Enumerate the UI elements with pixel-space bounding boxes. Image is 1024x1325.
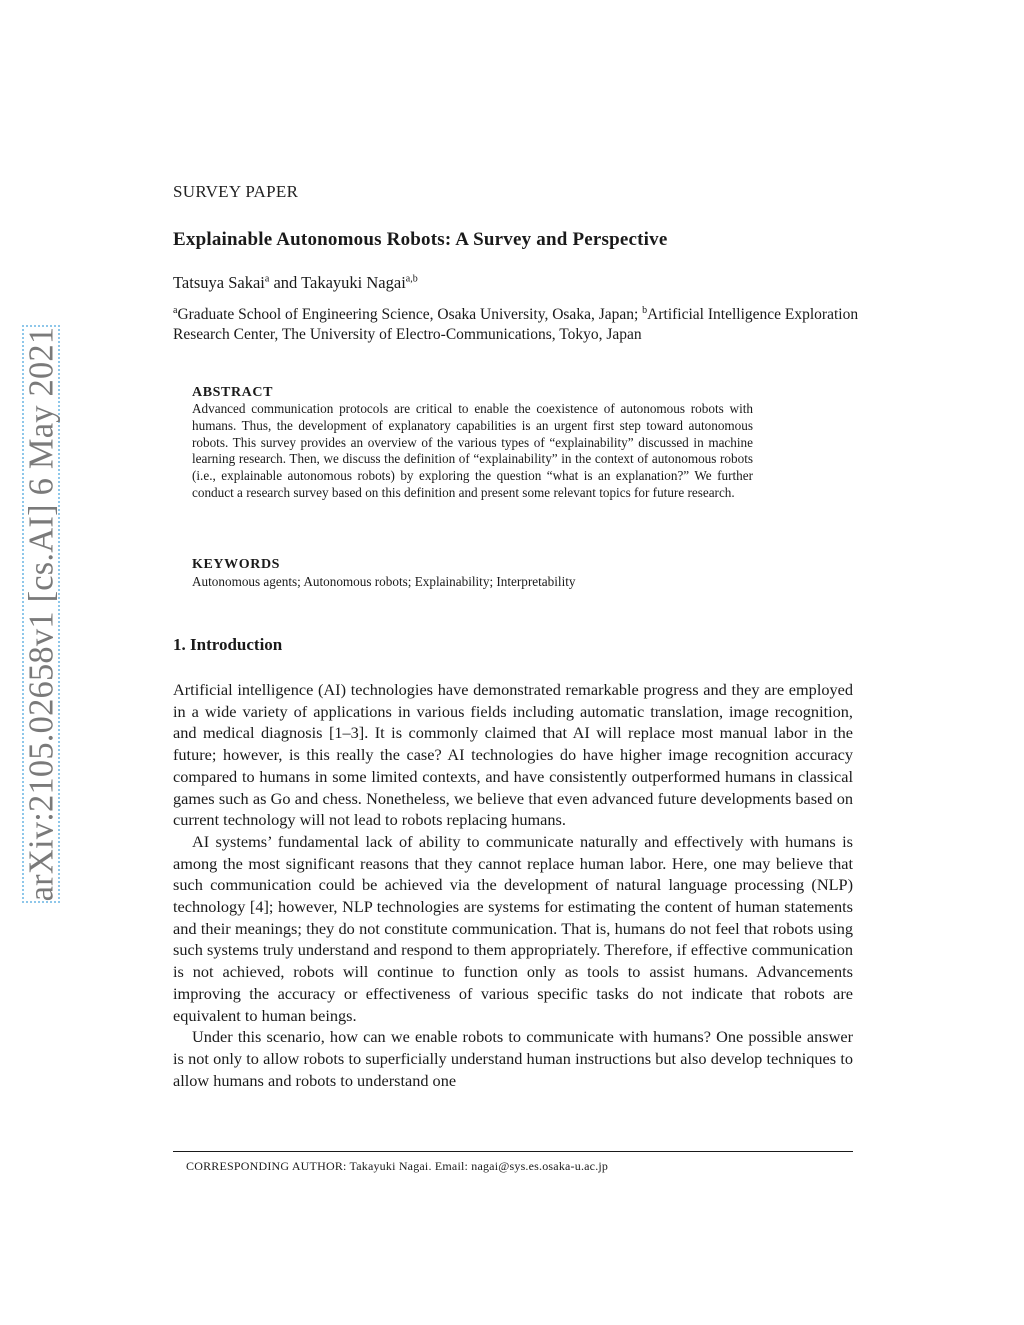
- author-list: [173, 273, 418, 293]
- affiliation-text: Artificial Intelligence Exploration Research Center, The University of Electro-Communications, Tokyo, Japan: [173, 306, 859, 343]
- corresponding-author-footnote: CORRESPONDING AUTHOR: Takayuki Nagai. Email: nagai@sys.es.osaka-u.ac.jp: [186, 1159, 609, 1173]
- footnote-divider: [173, 1151, 853, 1152]
- body-paragraph: Under this scenario, how can we enable robots to communicate with humans? One possible answer is not only to allow robots to superficially understand human instructions but also develop techniques to allow humans and robots to understand one: [173, 1027, 853, 1090]
- affiliation-text: Graduate School of Engineering Science, Osaka University, Osaka, Japan;: [177, 306, 643, 323]
- section-heading-introduction: 1. Introduction: [173, 635, 283, 654]
- introduction-body: [173, 679, 853, 1091]
- affiliations: [173, 305, 863, 345]
- affiliation-marker: b: [642, 304, 648, 316]
- abstract-section: [192, 385, 753, 502]
- abstract-text: Advanced communication protocols are critical to enable the coexistence of autonomous robots with humans. Thus, the development of explanatory capabilities is an urgent first step toward autonomous robots. This survey provides an overview of the various types of “explainability” discussed in machine learning research. Then, we discuss the definition of “explainability” in the context of autonomous robots (i.e., explainable autonomous robots) by exploring the question “what is an explanation?” We further conduct a research survey based on this definition and present some relevant topics for future research.: [192, 401, 753, 500]
- author-name: Tatsuya Sakai: [173, 273, 265, 292]
- author-conjunction: and: [269, 273, 302, 292]
- body-paragraph: AI systems’ fundamental lack of ability to communicate naturally and effectively with humans is among the most significant reasons that they cannot replace human labor. Here, one may believe that such communication could be achieved via the development of natural language processing (NLP) technology [4]; however, NLP technologies are systems for estimating the content of human statements and their meanings; they do not constitute communication. That is, humans do not feel that robots using such systems truly understand and respond to them appropriately. Therefore, if effective communication is not achieved, robots will continue to function only as tools to assist humans. Advancements improving the accuracy or effectiveness of various specific tasks do not indicate that robots are equivalent to human beings.: [173, 831, 853, 1025]
- author-name: Takayuki Nagai: [301, 273, 406, 292]
- keywords-heading: KEYWORDS: [192, 557, 281, 572]
- affiliation-marker: a: [173, 304, 178, 316]
- keywords-text: Autonomous agents; Autonomous robots; Explainability; Interpretability: [192, 574, 576, 589]
- author-affiliation-marker: a,b: [405, 273, 418, 285]
- paper-title: Explainable Autonomous Robots: A Survey and Perspective: [173, 229, 668, 250]
- abstract-heading: ABSTRACT: [192, 385, 274, 400]
- body-paragraph: Artificial intelligence (AI) technologies have demonstrated remarkable progress and they are employed in a wide variety of applications in various fields including automatic translation, image recognition, and medical diagnosis [1–3]. It is commonly claimed that AI will replace most manual labor in the future; however, is this really the case? AI technologies do have higher image recognition accuracy compared to humans in some limited contexts, and have consistently outperformed humans in classical games such as Go and chess. Nonetheless, we believe that even advanced future developments based on current technology will not lead to robots replacing humans.: [173, 680, 853, 830]
- author-affiliation-marker: a: [264, 273, 270, 285]
- paper-type-label: SURVEY PAPER: [173, 182, 299, 201]
- keywords-section: [192, 557, 753, 590]
- arxiv-identifier[interactable]: arXiv:2105.02658v1 [cs.AI] 6 May 2021: [22, 326, 61, 902]
